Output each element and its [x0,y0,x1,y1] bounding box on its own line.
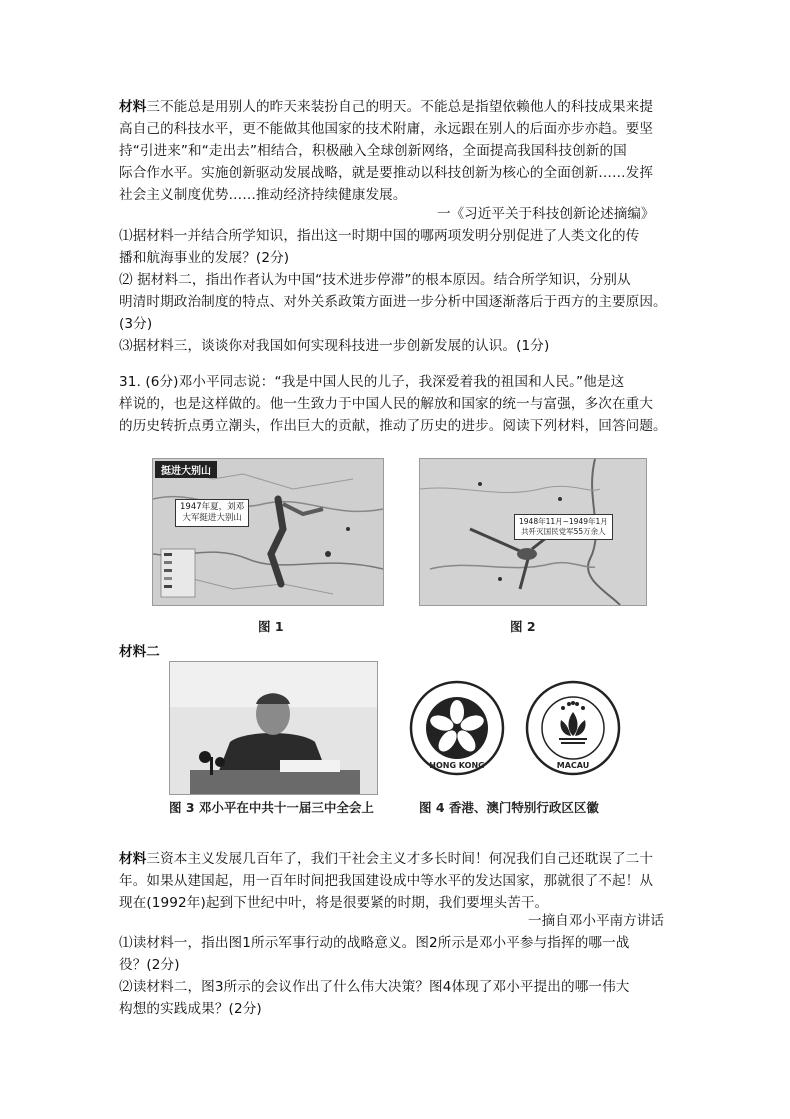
map-1-callout: 1947年夏，刘邓 大军挺进大别山 [175,499,249,527]
q31-intro-line-2: 样说的，也是这样做的。他一生致力于中国人民的解放和国家的统一与富强，多次在重大 [119,396,654,412]
material-3-line-3: 持“引进来”和“走出去”相结合，积极融入全球创新网络，全面提高我国科技创新的国 [119,143,627,159]
q30-1-line-2: 播和航海事业的发展？(2分) [119,250,290,266]
figure-2-map [419,458,647,606]
q31-2-line-1: ⑵读材料二，图3所示的会议作出了什么伟大决策？图4体现了邓小平提出的哪一伟大 [119,979,630,995]
q30-2-line-2: 明清时期政治制度的特点、对外关系政策方面进一步分析中国逐渐落后于西方的主要原因。 [119,294,667,310]
map-1-drawing [153,459,383,605]
hong-kong-emblem [409,680,505,776]
figure-3-photo [169,661,378,795]
material-3b-title: 材料 [119,851,147,867]
photo-3-drawing [170,662,377,794]
material-2-title: 材料二 [119,644,160,660]
figure-4-caption: 图 4 香港、澳门特别行政区区徽 [419,800,599,815]
q31-1-line-2: 役？(2分) [119,957,180,973]
figure-1-caption: 图 1 [258,619,284,634]
macau-label: MACAU [556,761,590,770]
material-3-title: 材料 [119,99,147,115]
figure-1-map [152,458,384,606]
map-1-banner: 挺进大别山 [155,461,217,478]
map-2-callout: 1948年11月~1949年1月 共歼灭国民党军55万余人 [514,514,613,540]
q30-1-line-1: ⑴据材料一并结合所学知识，指出这一时期中国的哪两项发明分别促进了人类文化的传 [119,228,640,244]
figure-3-caption: 图 3 邓小平在中共十一届三中全会上 [169,800,374,815]
macau-emblem [525,680,621,776]
q30-2-line-3: (3分) [119,316,153,332]
q31-intro-line-1: 31. (6分)邓小平同志说：“我是中国人民的儿子，我深爱着我的祖国和人民。”他是这 [119,374,625,390]
figure-2-caption: 图 2 [510,619,536,634]
q31-intro-line-3: 的历史转折点勇立潮头，作出巨大的贡献，推动了历史的进步。阅读下列材料，回答问题。 [119,418,667,434]
material-3b-line-3: 现在(1992年)起到下世纪中叶，将是很要紧的时期，我们要埋头苦干。 [119,895,549,911]
q31-1-line-1: ⑴读材料一，指出图1所示军事行动的战略意义。图2所示是邓小平参与指挥的哪一战 [119,935,630,951]
q30-3-line-1: ⑶据材料三，谈谈你对我国如何实现科技进一步创新发展的认识。(1分) [119,338,550,354]
material-3b-line-1: 材料三资本主义发展几百年了，我们干社会主义才多长时间！何况我们自己还耽误了二十 [119,851,654,867]
material-3-source: 一《习近平关于科技创新论述摘编》 [437,206,655,222]
hong-kong-label: HONG KONG [429,761,485,770]
material-3b-source: 一摘自邓小平南方讲话 [528,913,664,929]
material-3b-line-2: 年。如果从建国起，用一百年时间把我国建设成中等水平的发达国家，那就很了不起！从 [119,873,654,889]
material-3-line-2: 高自己的科技水平，更不能做其他国家的技术附庸，永远跟在别人的后面亦步亦趋。要坚 [119,121,654,137]
q30-2-line-1: ⑵ 据材料二，指出作者认为中国“技术进步停滞”的根本原因。结合所学知识，分别从 [119,272,631,288]
material-3-line-1: 材料三不能总是用别人的昨天来装扮自己的明天。不能总是指望依赖他人的科技成果来提 [119,99,654,115]
bauhinia-icon [409,680,505,776]
material-3-line-5: 社会主义制度优势……推动经济持续健康发展。 [119,187,407,203]
lotus-icon [525,680,621,776]
material-3-line-4: 际合作水平。实施创新驱动发展战略，就是要推动以科技创新为核心的全面创新……发挥 [119,165,654,181]
q31-2-line-2: 构想的实践成果？(2分) [119,1001,262,1017]
